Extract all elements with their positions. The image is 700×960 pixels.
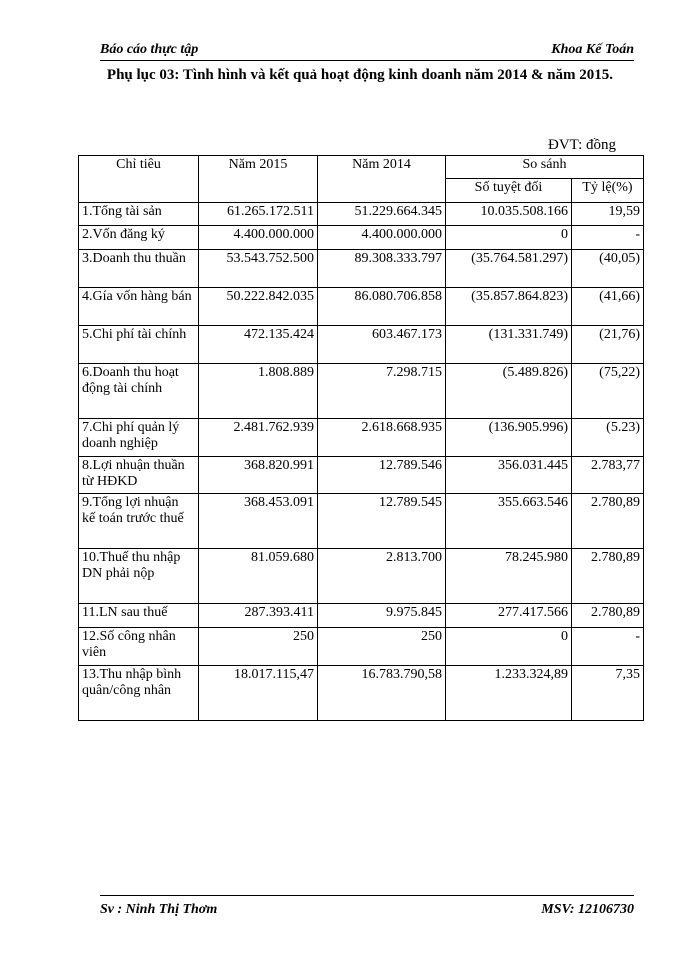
cell-so-tuyet-doi: 0 — [446, 226, 572, 250]
header-so-tuyet-doi: Số tuyệt đối — [446, 179, 572, 203]
cell-nam-2014: 16.783.790,58 — [318, 666, 446, 721]
cell-nam-2014: 9.975.845 — [318, 604, 446, 628]
table-row — [79, 364, 644, 419]
cell-nam-2015: 50.222.842.035 — [199, 288, 318, 326]
table-row — [79, 457, 644, 494]
cell-chi-tieu: 10.Thuế thu nhập DN phải nộp — [79, 549, 199, 604]
table-row — [79, 226, 644, 250]
footer-student-id: MSV: 12106730 — [541, 902, 634, 917]
cell-nam-2015: 61.265.172.511 — [199, 203, 318, 226]
cell-so-tuyet-doi: 355.663.546 — [446, 494, 572, 549]
cell-nam-2015: 53.543.752.500 — [199, 250, 318, 288]
cell-chi-tieu: 6.Doanh thu hoạt động tài chính — [79, 364, 199, 419]
business-results-table — [78, 155, 644, 721]
table-row — [79, 203, 644, 226]
cell-ty-le: 19,59 — [572, 203, 644, 226]
page-footer — [100, 895, 634, 920]
header-left: Báo cáo thực tập — [100, 42, 199, 57]
table-row — [79, 494, 644, 549]
header-ty-le: Tỷ lệ(%) — [572, 179, 644, 203]
cell-nam-2015: 1.808.889 — [199, 364, 318, 419]
cell-ty-le: (5.23) — [572, 419, 644, 457]
page-header — [100, 40, 634, 61]
table-body — [79, 203, 644, 721]
cell-nam-2014: 86.080.706.858 — [318, 288, 446, 326]
cell-ty-le: 7,35 — [572, 666, 644, 721]
cell-nam-2014: 89.308.333.797 — [318, 250, 446, 288]
cell-nam-2014: 4.400.000.000 — [318, 226, 446, 250]
cell-chi-tieu: 3.Doanh thu thuần — [79, 250, 199, 288]
cell-ty-le: - — [572, 226, 644, 250]
cell-chi-tieu: 8.Lợi nhuận thuần từ HĐKD — [79, 457, 199, 494]
cell-so-tuyet-doi: 10.035.508.166 — [446, 203, 572, 226]
cell-nam-2014: 51.229.664.345 — [318, 203, 446, 226]
cell-chi-tieu: 12.Số công nhân viên — [79, 628, 199, 666]
table-row — [79, 549, 644, 604]
cell-so-tuyet-doi: (131.331.749) — [446, 326, 572, 364]
table-row — [79, 288, 644, 326]
cell-chi-tieu: 13.Thu nhập bình quân/công nhân — [79, 666, 199, 721]
cell-nam-2014: 2.618.668.935 — [318, 419, 446, 457]
cell-so-tuyet-doi: 277.417.566 — [446, 604, 572, 628]
cell-chi-tieu: 2.Vốn đăng ký — [79, 226, 199, 250]
cell-chi-tieu: 11.LN sau thuế — [79, 604, 199, 628]
cell-ty-le: (41,66) — [572, 288, 644, 326]
cell-so-tuyet-doi: (136.905.996) — [446, 419, 572, 457]
cell-nam-2014: 250 — [318, 628, 446, 666]
cell-nam-2014: 12.789.545 — [318, 494, 446, 549]
cell-nam-2015: 368.453.091 — [199, 494, 318, 549]
cell-nam-2015: 4.400.000.000 — [199, 226, 318, 250]
cell-ty-le: 2.780,89 — [572, 604, 644, 628]
cell-nam-2014: 2.813.700 — [318, 549, 446, 604]
cell-nam-2014: 7.298.715 — [318, 364, 446, 419]
cell-so-tuyet-doi: (35.764.581.297) — [446, 250, 572, 288]
table-row — [79, 250, 644, 288]
cell-nam-2015: 250 — [199, 628, 318, 666]
cell-nam-2014: 12.789.546 — [318, 457, 446, 494]
cell-nam-2015: 2.481.762.939 — [199, 419, 318, 457]
cell-nam-2015: 368.820.991 — [199, 457, 318, 494]
cell-so-tuyet-doi: (35.857.864.823) — [446, 288, 572, 326]
cell-nam-2015: 472.135.424 — [199, 326, 318, 364]
header-nam-2014: Năm 2014 — [318, 156, 446, 203]
table-row — [79, 666, 644, 721]
cell-ty-le: 2.780,89 — [572, 494, 644, 549]
cell-chi-tieu: 4.Gía vốn hàng bán — [79, 288, 199, 326]
page-title: Phụ lục 03: Tình hình và kết quả hoạt động kinh doanh năm 2014 & năm 2015. — [106, 67, 614, 83]
cell-chi-tieu: 5.Chi phí tài chính — [79, 326, 199, 364]
cell-chi-tieu: 9.Tổng lợi nhuận kế toán trước thuế — [79, 494, 199, 549]
cell-so-tuyet-doi: (5.489.826) — [446, 364, 572, 419]
header-nam-2015: Năm 2015 — [199, 156, 318, 203]
table-row — [79, 604, 644, 628]
cell-nam-2015: 18.017.115,47 — [199, 666, 318, 721]
header-right: Khoa Kế Toán — [551, 42, 634, 57]
cell-ty-le: 2.780,89 — [572, 549, 644, 604]
footer-student: Sv : Ninh Thị Thơm — [100, 902, 218, 917]
table-row — [79, 419, 644, 457]
cell-ty-le: (75,22) — [572, 364, 644, 419]
cell-nam-2015: 81.059.680 — [199, 549, 318, 604]
cell-nam-2014: 603.467.173 — [318, 326, 446, 364]
cell-nam-2015: 287.393.411 — [199, 604, 318, 628]
cell-ty-le: - — [572, 628, 644, 666]
table-row — [79, 628, 644, 666]
cell-so-tuyet-doi: 356.031.445 — [446, 457, 572, 494]
unit-label: ĐVT: đồng — [548, 137, 616, 153]
header-chi-tieu: Chỉ tiêu — [79, 156, 199, 203]
cell-so-tuyet-doi: 0 — [446, 628, 572, 666]
cell-ty-le: (40,05) — [572, 250, 644, 288]
cell-so-tuyet-doi: 1.233.324,89 — [446, 666, 572, 721]
cell-ty-le: 2.783,77 — [572, 457, 644, 494]
cell-chi-tieu: 1.Tổng tài sản — [79, 203, 199, 226]
header-so-sanh: So sánh — [446, 156, 644, 179]
cell-so-tuyet-doi: 78.245.980 — [446, 549, 572, 604]
table-row — [79, 326, 644, 364]
cell-chi-tieu: 7.Chi phí quản lý doanh nghiệp — [79, 419, 199, 457]
cell-ty-le: (21,76) — [572, 326, 644, 364]
